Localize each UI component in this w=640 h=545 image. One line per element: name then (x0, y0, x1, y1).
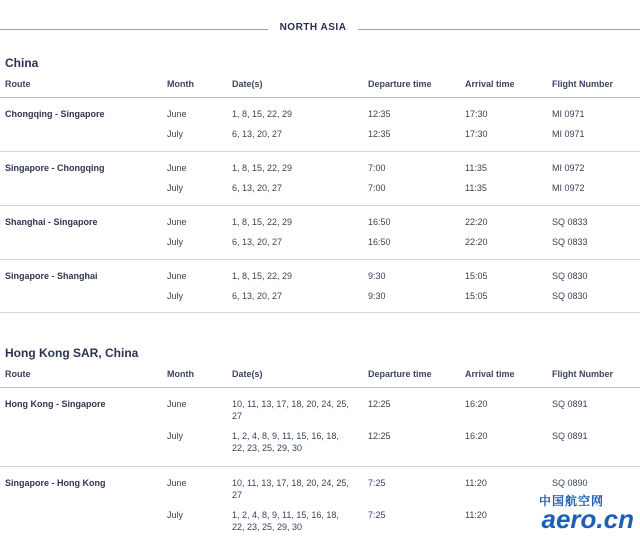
col-month-header: Month (167, 79, 194, 89)
dates: 1, 2, 4, 8, 9, 11, 15, 16, 18, 22, 23, 25, 29, 30 (232, 431, 339, 453)
dates: 10, 11, 13, 17, 18, 20, 24, 25, 27 (232, 399, 349, 421)
departure-time: 12:35 (368, 109, 391, 119)
arrival-time: 16:20 (465, 399, 488, 409)
flight-number: SQ 0890 (552, 478, 588, 488)
month: July (167, 510, 184, 520)
divider-line-right (358, 29, 640, 30)
route-group (0, 388, 640, 467)
section-title-china: China (5, 56, 39, 70)
arrival-time: 17:30 (465, 109, 488, 119)
flight-number: MI 0972 (552, 183, 585, 193)
flight-number: MI 0971 (552, 129, 585, 139)
month: June (167, 399, 187, 409)
dates: 6, 13, 20, 27 (232, 237, 283, 247)
flight-number: SQ 0833 (552, 237, 588, 247)
month: July (167, 129, 184, 139)
month: July (167, 183, 184, 193)
dates: 1, 2, 4, 8, 9, 11, 15, 16, 18, 22, 23, 25, 29, 30 (232, 510, 339, 532)
dates: 1, 8, 15, 22, 29 (232, 109, 293, 119)
col-route-header: Route (5, 369, 31, 379)
dates: 1, 8, 15, 22, 29 (232, 217, 293, 227)
month: July (167, 431, 184, 441)
col-departure-header: Departure time (368, 369, 432, 379)
departure-time: 12:35 (368, 129, 391, 139)
departure-time: 12:25 (368, 399, 391, 409)
arrival-time: 11:35 (465, 183, 487, 193)
route-group (0, 206, 640, 260)
route-name: Chongqing - Singapore (5, 109, 105, 119)
dates: 6, 13, 20, 27 (232, 129, 283, 139)
month: June (167, 163, 187, 173)
col-flight-header: Flight Number (552, 369, 613, 379)
region-title: NORTH ASIA (279, 22, 347, 33)
col-route-header: Route (5, 79, 31, 89)
dates: 6, 13, 20, 27 (232, 183, 283, 193)
dates: 6, 13, 20, 27 (232, 291, 283, 301)
departure-time: 7:25 (368, 478, 386, 488)
departure-time: 7:00 (368, 163, 386, 173)
arrival-time: 11:35 (465, 163, 487, 173)
col-month-header: Month (167, 369, 194, 379)
flight-number: SQ 0830 (552, 271, 588, 281)
route-name: Singapore - Shanghai (5, 271, 98, 281)
col-flight-header: Flight Number (552, 79, 613, 89)
table-header (0, 75, 640, 98)
arrival-time: 15:05 (465, 291, 488, 301)
section-title-hong-kong: Hong Kong SAR, China (5, 346, 139, 360)
departure-time: 16:50 (368, 217, 391, 227)
arrival-time: 22:20 (465, 217, 488, 227)
divider-line-left (0, 29, 268, 30)
departure-time: 7:25 (368, 510, 386, 520)
route-name: Hong Kong - Singapore (5, 399, 106, 409)
arrival-time: 11:20 (465, 510, 487, 520)
flight-number: SQ 0891 (552, 399, 588, 409)
flight-number: SQ 0833 (552, 217, 588, 227)
arrival-time: 22:20 (465, 237, 488, 247)
month: June (167, 271, 187, 281)
route-name: Singapore - Hong Kong (5, 478, 106, 488)
month: June (167, 109, 187, 119)
col-dates-header: Date(s) (232, 79, 263, 89)
arrival-time: 17:30 (465, 129, 488, 139)
col-arrival-header: Arrival time (465, 369, 515, 379)
flight-number: MI 0972 (552, 163, 585, 173)
month: July (167, 291, 184, 301)
month: June (167, 217, 187, 227)
route-group (0, 260, 640, 313)
month: July (167, 237, 184, 247)
arrival-time: 15:05 (465, 271, 488, 281)
col-dates-header: Date(s) (232, 369, 263, 379)
schedule-table-china (0, 75, 640, 313)
region-header (0, 20, 640, 40)
departure-time: 16:50 (368, 237, 391, 247)
dates: 1, 8, 15, 22, 29 (232, 271, 293, 281)
arrival-time: 16:20 (465, 431, 488, 441)
col-departure-header: Departure time (368, 79, 432, 89)
table-header (0, 365, 640, 388)
departure-time: 9:30 (368, 291, 386, 301)
departure-time: 9:30 (368, 271, 386, 281)
watermark-en-text: aero.cn (541, 504, 634, 534)
departure-time: 7:00 (368, 183, 386, 193)
flight-number: MI 0971 (552, 109, 585, 119)
route-name: Singapore - Chongqing (5, 163, 105, 173)
departure-time: 12:25 (368, 431, 391, 441)
watermark-cn-text: 中国航空网 (538, 494, 604, 508)
dates: 10, 11, 13, 17, 18, 20, 24, 25, 27 (232, 478, 349, 500)
flight-number: SQ 0830 (552, 291, 588, 301)
route-group (0, 152, 640, 206)
col-arrival-header: Arrival time (465, 79, 515, 89)
month: June (167, 478, 187, 488)
route-group (0, 98, 640, 152)
route-name: Shanghai - Singapore (5, 217, 98, 227)
flight-number: SQ 0891 (552, 431, 588, 441)
aero-cn-watermark (484, 492, 634, 540)
arrival-time: 11:20 (465, 478, 487, 488)
dates: 1, 8, 15, 22, 29 (232, 163, 293, 173)
